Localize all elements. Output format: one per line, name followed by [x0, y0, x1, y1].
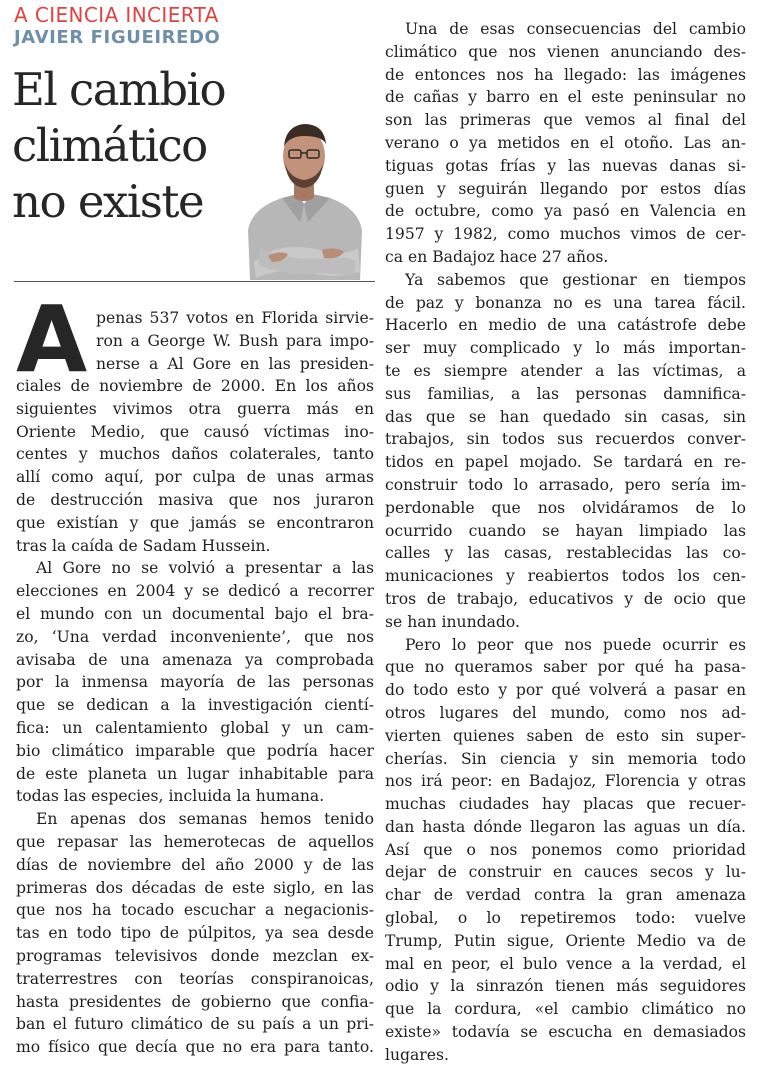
text-line: tros de trabajo, educativos y de ocio que	[385, 589, 746, 608]
text-line: primeras dos décadas de este siglo, en las	[16, 878, 374, 897]
text-line: global, o lo repetiremos todo: vuelve	[385, 909, 746, 928]
text-line: Hacerlo en medio de una catástrofe debe	[385, 316, 746, 335]
text-line: perdonable que nos olvidáramos de lo	[385, 498, 746, 517]
text-line: traterrestres con teorías conspiranoicas,	[16, 969, 374, 988]
text-line: ciales de noviembre de 2000. En los años	[16, 377, 374, 395]
text-line: nerse a Al Gore en las presiden-	[96, 354, 374, 373]
text-line: bio climático imparable que podría hacer	[16, 741, 374, 760]
text-line: dejar de construir en cauces secos y lu-	[385, 863, 746, 882]
text-line: Una de esas consecuencias del cambio	[405, 20, 746, 38]
text-line: verano o ya metidos en el otoño. Las an-	[385, 133, 746, 152]
text-line: sus familias, a las personas damnifica-	[385, 384, 746, 403]
drop-cap: A	[16, 286, 88, 393]
text-line: lugares.	[385, 1045, 449, 1064]
text-line: construir todo lo arrasado, pero sería im-	[385, 475, 746, 494]
author-name: JAVIER FIGUEIREDO	[14, 27, 221, 48]
text-line: mal en peor, el bulo vence a la verdad, el	[385, 954, 746, 973]
text-line: nos irá peor: en Badajoz, Florencia y otras	[385, 772, 746, 791]
text-line: tidos en papel mojado. Se tardará en re-	[385, 453, 746, 472]
author-portrait	[238, 112, 370, 280]
text-line: de cañas y barro en el este peninsular no	[385, 88, 746, 107]
text-line: zo, ‘Una verdad inconveniente’, que nos	[16, 627, 374, 646]
column-1	[16, 375, 374, 1059]
text-line: el mundo con un documental bajo el bra-	[16, 604, 374, 623]
text-line: se han inundado.	[385, 612, 520, 631]
text-line: penas 537 votos en Florida sirvie-	[96, 309, 374, 327]
text-line: calles y las casas, restablecidas las co-	[385, 544, 746, 563]
text-line: son las primeras que vemos al final del	[385, 111, 746, 130]
text-line: muchas ciudades hay placas que recuer-	[385, 795, 746, 814]
column-1-dropcap-lines	[96, 307, 374, 375]
text-line: tras la caída de Sadam Hussein.	[16, 536, 271, 555]
text-line: de este planeta un lugar inhabitable para	[16, 764, 374, 783]
text-line: que la cordura, «el cambio climático no	[385, 1000, 746, 1019]
text-line: Pero lo peor que nos puede ocurrir es	[405, 635, 746, 654]
headline-line: climático	[12, 119, 207, 172]
text-line: todas las especies, incluida la humana.	[16, 787, 325, 806]
text-line: cherías. Sin ciencia y sin memoria todo	[385, 749, 746, 768]
text-line: tas en todo tipo de púlpitos, ya sea desde	[16, 924, 374, 943]
text-line: vierten quienes saben de esto sin super-	[385, 726, 746, 745]
section-label: A CIENCIA INCIERTA	[14, 3, 219, 27]
text-line: mo físico que decía que no era para tanto.	[16, 1038, 374, 1057]
text-line: que existían y que jamás se encontraron	[16, 513, 374, 532]
text-line: dan hasta dónde llegaron las aguas un día.	[385, 817, 746, 836]
text-line: En apenas dos semanas hemos tenido	[36, 810, 374, 829]
text-line: ca en Badajoz hace 27 años.	[385, 247, 609, 266]
text-line: tiguas gotas frías y las nuevas danas si-	[385, 156, 746, 175]
text-line: ocurrido cuando se hayan limpiado las	[385, 521, 746, 540]
text-line: guen y seguirán llegando por estos días	[385, 179, 746, 198]
text-line: char de verdad contra la gran amenaza	[385, 886, 746, 905]
text-line: otros lugares del mundo, como nos ad-	[385, 703, 746, 722]
text-line: existe» todavía se escucha en demasiados	[385, 1023, 746, 1042]
text-line: Así que o nos ponemos como prioridad	[385, 840, 746, 859]
text-line: odio y la sinrazón tienen más seguidores	[385, 977, 746, 996]
text-line: climático que nos vienen anunciando des-	[385, 42, 746, 61]
text-line: siguientes vivimos otra guerra más en	[16, 399, 374, 418]
text-line: que no queramos saber por qué ha pasa-	[385, 658, 746, 677]
text-line: centes y muchos daños colaterales, tanto	[16, 445, 374, 464]
text-line: fica: un calentamiento global y un cam-	[16, 718, 374, 737]
text-line: das que se han quedado sin casas, sin	[385, 407, 746, 426]
text-line: Al Gore no se volvió a presentar a las	[36, 559, 374, 578]
column-2	[385, 18, 746, 1066]
text-line: de octubre, como ya pasó en Valencia en	[385, 202, 746, 221]
text-line: ban el futuro climático de su país a un pri-	[16, 1015, 374, 1034]
text-line: 1957 y 1982, como muchos vimos de cer-	[385, 225, 746, 244]
text-line: de destrucción masiva que nos juraron	[16, 490, 374, 509]
headline	[12, 62, 262, 230]
text-line: avisaba de una amenaza ya comprobada	[16, 650, 374, 669]
text-line: Oriente Medio, que causó víctimas ino-	[16, 422, 374, 441]
text-line: ser muy complicado y lo más importan-	[385, 339, 746, 358]
text-line: ron a George W. Bush para impo-	[96, 331, 374, 350]
text-line: elecciones en 2004 y se dedicó a recorrer	[16, 582, 374, 601]
header-divider	[14, 281, 375, 282]
text-line: de paz y bonanza no es una tarea fácil.	[385, 293, 746, 312]
text-line: que nos ha tocado escuchar a negacionis-	[16, 901, 374, 920]
text-line: por la inmensa mayoría de las personas	[16, 673, 374, 692]
text-line: trabajos, sin todos sus recuerdos conver-	[385, 430, 746, 449]
text-line: que se dedican a la investigación cientí-	[16, 696, 374, 715]
text-line: do todo esto y por qué volverá a pasar en	[385, 681, 746, 700]
text-line: Trump, Putin sigue, Oriente Medio va de	[385, 931, 746, 950]
headline-line: no existe	[12, 175, 204, 228]
text-line: allí como aquí, por culpa de unas armas	[16, 468, 374, 487]
text-line: te es siempre atender a las víctimas, a	[385, 361, 746, 380]
text-line: días de noviembre del año 2000 y de las	[16, 855, 374, 874]
headline-line: El cambio	[12, 63, 226, 116]
text-line: programas televisivos donde mezclan ex-	[16, 946, 374, 965]
text-line: hasta presidentes de gobierno que confia-	[16, 992, 374, 1011]
text-line: Ya sabemos que gestionar en tiempos	[405, 270, 746, 289]
text-line: de entonces nos ha llegado: las imágenes	[385, 65, 746, 84]
text-line: municaciones y reabiertos todos los cen-	[385, 567, 746, 586]
text-line: que repasar las hemerotecas de aquellos	[16, 832, 374, 851]
